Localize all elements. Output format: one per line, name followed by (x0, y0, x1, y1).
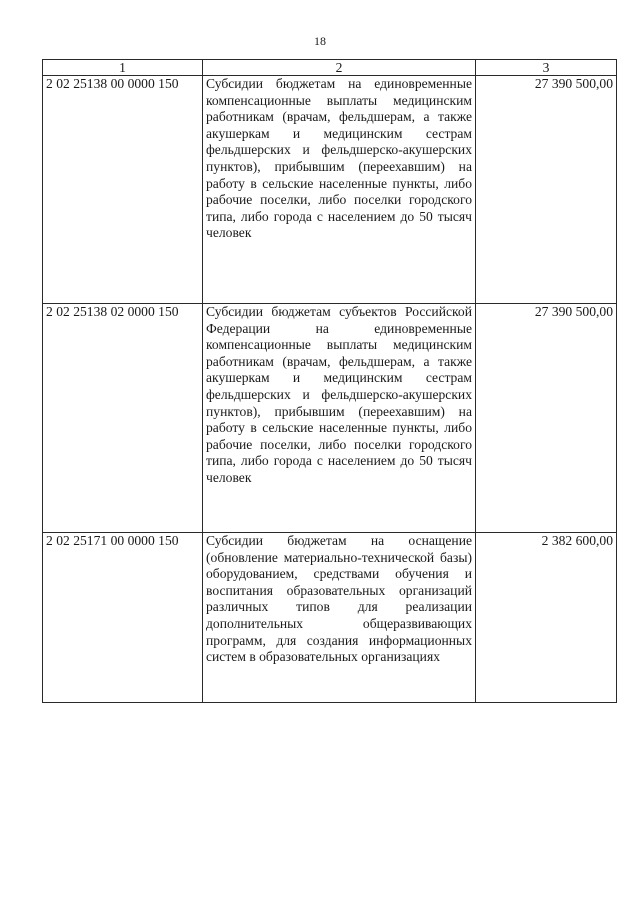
column-header-3: 3 (476, 60, 617, 76)
budget-code-cell: 2 02 25171 00 0000 150 (43, 533, 203, 703)
description-cell: Субсидии бюджетам субъектов Российской Федерации на единовременные компенсационные выплаты медицинским работникам (врачам, фельдшерам, а также акушеркам и медицинским сестрам фельдшерских и фельдшерско-акушерских пунктов), прибывшим (переехавшим) на работу в сельские населенные пункты, либо рабочие поселки, либо поселки городского типа, либо города с населением до 50 тысяч человек (203, 304, 476, 533)
amount-cell: 27 390 500,00 (476, 304, 617, 533)
amount-cell: 2 382 600,00 (476, 533, 617, 703)
column-header-1: 1 (43, 60, 203, 76)
budget-code-cell: 2 02 25138 00 0000 150 (43, 76, 203, 304)
amount-cell: 27 390 500,00 (476, 76, 617, 304)
page-number: 18 (314, 34, 326, 48)
table-header-row (43, 60, 617, 76)
table-row (43, 76, 617, 304)
table-row (43, 304, 617, 533)
budget-revenue-table (42, 59, 617, 703)
column-header-2: 2 (203, 60, 476, 76)
description-cell: Субсидии бюджетам на оснащение (обновление материально-технической базы) оборудованием, средствами обучения и воспитания образовательных организаций различных типов для реализации дополнительных общеразвивающих программ, для создания информационных систем в образовательных организациях (203, 533, 476, 703)
description-cell: Субсидии бюджетам на единовременные компенсационные выплаты медицинским работникам (врачам, фельдшерам, а также акушеркам и медицинским сестрам фельдшерских и фельдшерско-акушерских пунктов), прибывшим (переехавшим) на работу в сельские населенные пункты, либо рабочие поселки, либо поселки городского типа, либо города с населением до 50 тысяч человек (203, 76, 476, 304)
budget-code-cell: 2 02 25138 02 0000 150 (43, 304, 203, 533)
table-row (43, 533, 617, 703)
